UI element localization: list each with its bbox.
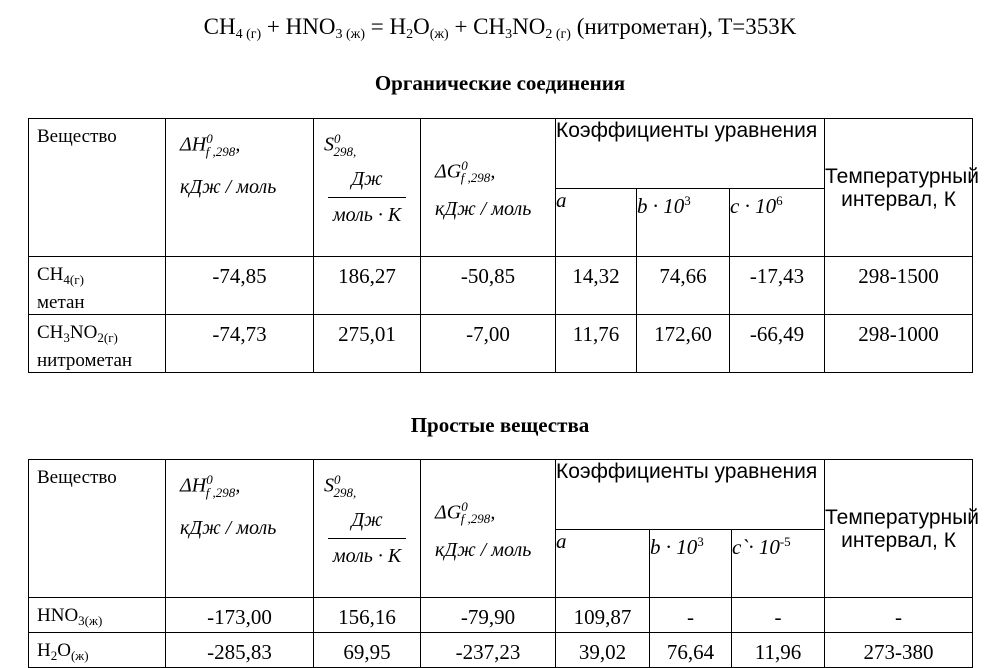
table-row xyxy=(29,598,973,633)
cell-coef-b: 74,66 xyxy=(637,257,730,315)
header-substance: Вещество xyxy=(29,119,166,257)
cell-coef-a: 39,02 xyxy=(556,633,650,668)
cell-gibbs: -79,90 xyxy=(421,598,556,633)
cell-coef-b: 76,64 xyxy=(650,633,732,668)
cell-temp-interval: 298-1500 xyxy=(825,257,973,315)
cell-entropy: 69,95 xyxy=(314,633,421,668)
header-coef-a: a xyxy=(556,530,650,598)
cell-substance: $H_2O_{(ж)}$ xyxy=(29,633,166,668)
cell-enthalpy: -173,00 xyxy=(166,598,314,633)
header-temp-interval: Температурный интервал, К xyxy=(825,460,973,598)
cell-coef-c: -66,49 xyxy=(730,315,825,373)
cell-temp-interval: - xyxy=(825,598,973,633)
cell-enthalpy: -285,83 xyxy=(166,633,314,668)
cell-gibbs: -50,85 xyxy=(421,257,556,315)
header-entropy: $S^0_{298,}$ Дж моль · К xyxy=(314,460,421,598)
header-enthalpy: $\Delta H^0_{f ,298}$, кДж / моль xyxy=(166,460,314,598)
header-coef-b: $b \cdot 10^3$ xyxy=(650,530,732,598)
cell-coef-a: 109,87 xyxy=(556,598,650,633)
simple-substances-table xyxy=(28,459,979,668)
reaction-equation: $CH_{4 (г)} + HNO_{3 (ж)} = H_2O_{(ж)} + CH_3NO_{2 (г)}$ (нитрометан), T=353K xyxy=(203,14,797,42)
cell-coef-a: 14,32 xyxy=(556,257,637,315)
cell-coef-a: 11,76 xyxy=(556,315,637,373)
header-coef-b: $b \cdot 10^3$ xyxy=(637,189,730,257)
cell-entropy: 275,01 xyxy=(314,315,421,373)
header-gibbs: $\Delta G^0_{f ,298}$, кДж / моль xyxy=(421,119,556,257)
header-enthalpy: $\Delta H^0_{f ,298}$, кДж / моль xyxy=(166,119,314,257)
cell-substance: $HNO_{3(ж)}$ xyxy=(29,598,166,633)
header-coef-a: a xyxy=(556,189,637,257)
cell-substance: $CH_3NO_{2(г)}$ нитрометан xyxy=(29,315,166,373)
cell-entropy: 186,27 xyxy=(314,257,421,315)
section-title-simple: Простые вещества xyxy=(410,413,590,437)
cell-temp-interval: 273-380 xyxy=(825,633,973,668)
cell-coef-b: - xyxy=(650,598,732,633)
cell-coef-c: - xyxy=(732,598,825,633)
cell-entropy: 156,16 xyxy=(314,598,421,633)
header-coef-c: c`· $10^{-5}$ xyxy=(732,530,825,598)
header-coef-c: $c \cdot 10^6$ xyxy=(730,189,825,257)
header-coefficients: Коэффициенты уравнения xyxy=(556,119,825,189)
cell-gibbs: -237,23 xyxy=(421,633,556,668)
cell-enthalpy: -74,73 xyxy=(166,315,314,373)
header-substance: Вещество xyxy=(29,460,166,598)
header-gibbs: $\Delta G^0_{f ,298}$, кДж / моль xyxy=(421,460,556,598)
table-row xyxy=(29,633,973,668)
cell-coef-c: 11,96 xyxy=(732,633,825,668)
table-row xyxy=(29,257,973,315)
organic-compounds-table xyxy=(28,118,979,373)
header-coefficients: Коэффициенты уравнения xyxy=(556,460,825,530)
cell-temp-interval: 298-1000 xyxy=(825,315,973,373)
table-row xyxy=(29,315,973,373)
section-title-organic: Органические соединения xyxy=(374,71,626,95)
cell-substance: $CH_{4(г)}$ метан xyxy=(29,257,166,315)
cell-coef-c: -17,43 xyxy=(730,257,825,315)
header-entropy: $S^0_{298,}$ Дж моль · К xyxy=(314,119,421,257)
cell-gibbs: -7,00 xyxy=(421,315,556,373)
header-temp-interval: Температурный интервал, К xyxy=(825,119,973,257)
cell-enthalpy: -74,85 xyxy=(166,257,314,315)
cell-coef-b: 172,60 xyxy=(637,315,730,373)
